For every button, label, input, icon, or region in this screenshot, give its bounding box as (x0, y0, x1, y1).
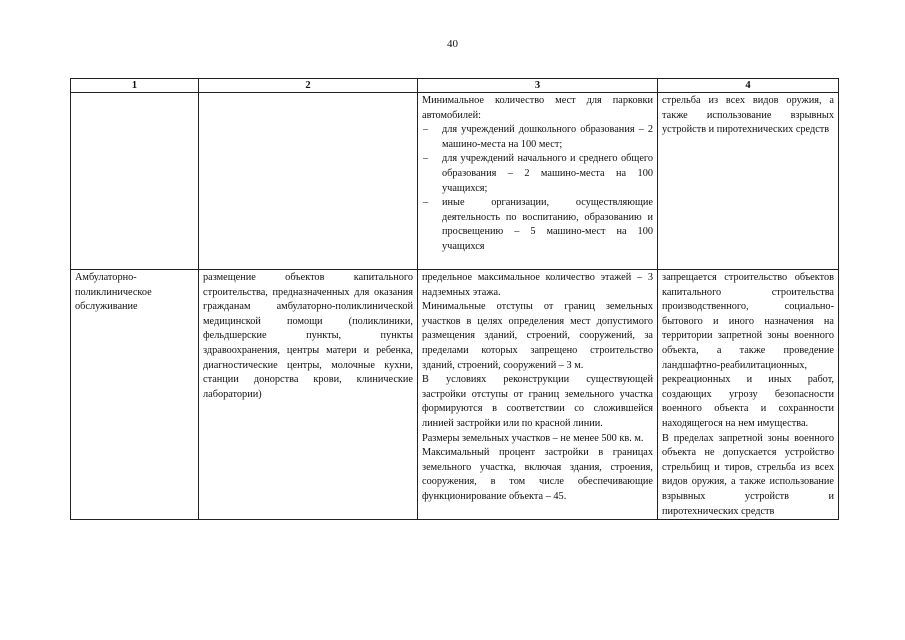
table-header-row (71, 79, 839, 93)
list-item: – для учреждений начального и среднего общего образования – 2 машино-места на 100 учащихся; (422, 152, 653, 196)
column-header-2: 2 (199, 79, 418, 93)
table-row (71, 270, 839, 520)
regulations-table (70, 78, 839, 520)
setbacks-text: Минимальные отступы от границ земельных участков в целях определения мест допустимого размещения зданий, строений, сооружений, за пределами которых запрещено строительство зданий, строений, сооружений – 3 м. (422, 301, 653, 371)
max-floors-text: предельное максимальное количество этажей – 3 надземных этажа. (422, 272, 653, 298)
row1-restrictions: стрельба из всех видов оружия, а также использование взрывных устройств и пиротехнических средств (658, 93, 839, 270)
row2-restrictions (658, 270, 839, 520)
row2-parameters (418, 270, 658, 520)
restriction-paragraph: запрещается строительство объектов капитального строительства производственного, социально-бытового и иного назначения на территории запретной зоны военного объекта, а также проведение ландшафтно-реабилитационных, (662, 272, 834, 371)
table-row (71, 93, 839, 270)
reconstruction-text: В условиях реконструкции существующей застройки отступы от границ земельного участка формируются в соответствии со сложившейся линией застройки или по красной линии. (422, 374, 653, 429)
list-item: – для учреждений дошкольного образования – 2 машино-места на 100 мест; (422, 123, 653, 152)
row1-use-type (71, 93, 199, 270)
plot-size-text: Размеры земельных участков – не менее 500 кв. м. (422, 432, 644, 444)
parking-intro: Минимальное количество мест для парковки автомобилей: (422, 95, 653, 121)
row1-parameters (418, 93, 658, 270)
parking-norms-list (422, 123, 653, 254)
page-number: 40 (447, 38, 458, 50)
row2-use-type: Амбулаторно-поликлиническое обслуживание (71, 270, 199, 520)
list-item: – иные организации, осуществляющие деятельность по воспитанию, образованию и просвещению – 5 машино-мест на 100 учащихся (422, 196, 653, 254)
column-header-4: 4 (658, 79, 839, 93)
coverage-text: Максимальный процент застройки в границах земельного участка, включая здания, строения, сооружения, в том числе обеспечивающие функционирование объекта – 45. (422, 447, 653, 502)
column-header-3: 3 (418, 79, 658, 93)
row1-description (199, 93, 418, 270)
row2-description: размещение объектов капитального строительства, предназначенных для оказания гражданам амбулаторно-поликлинической медицинской помощи (поликлиники, фельдшерские пункты, пункты здравоохранения, центры матери и ребенка, диагностические центры, молочные кухни, станции донорства крови, клинические лаборатории) (199, 270, 418, 520)
restriction-paragraph: рекреационных и иных работ, создающих угрозу безопасности военного объекта и сохранности находящегося на нем имущества. (662, 374, 834, 429)
restriction-paragraph: В пределах запретной зоны военного объекта не допускается устройство стрельбищ и тиров, стрельба из всех видов оружия, а также использование взрывных устройств и пиротехнических средств (662, 432, 834, 517)
column-header-1: 1 (71, 79, 199, 93)
